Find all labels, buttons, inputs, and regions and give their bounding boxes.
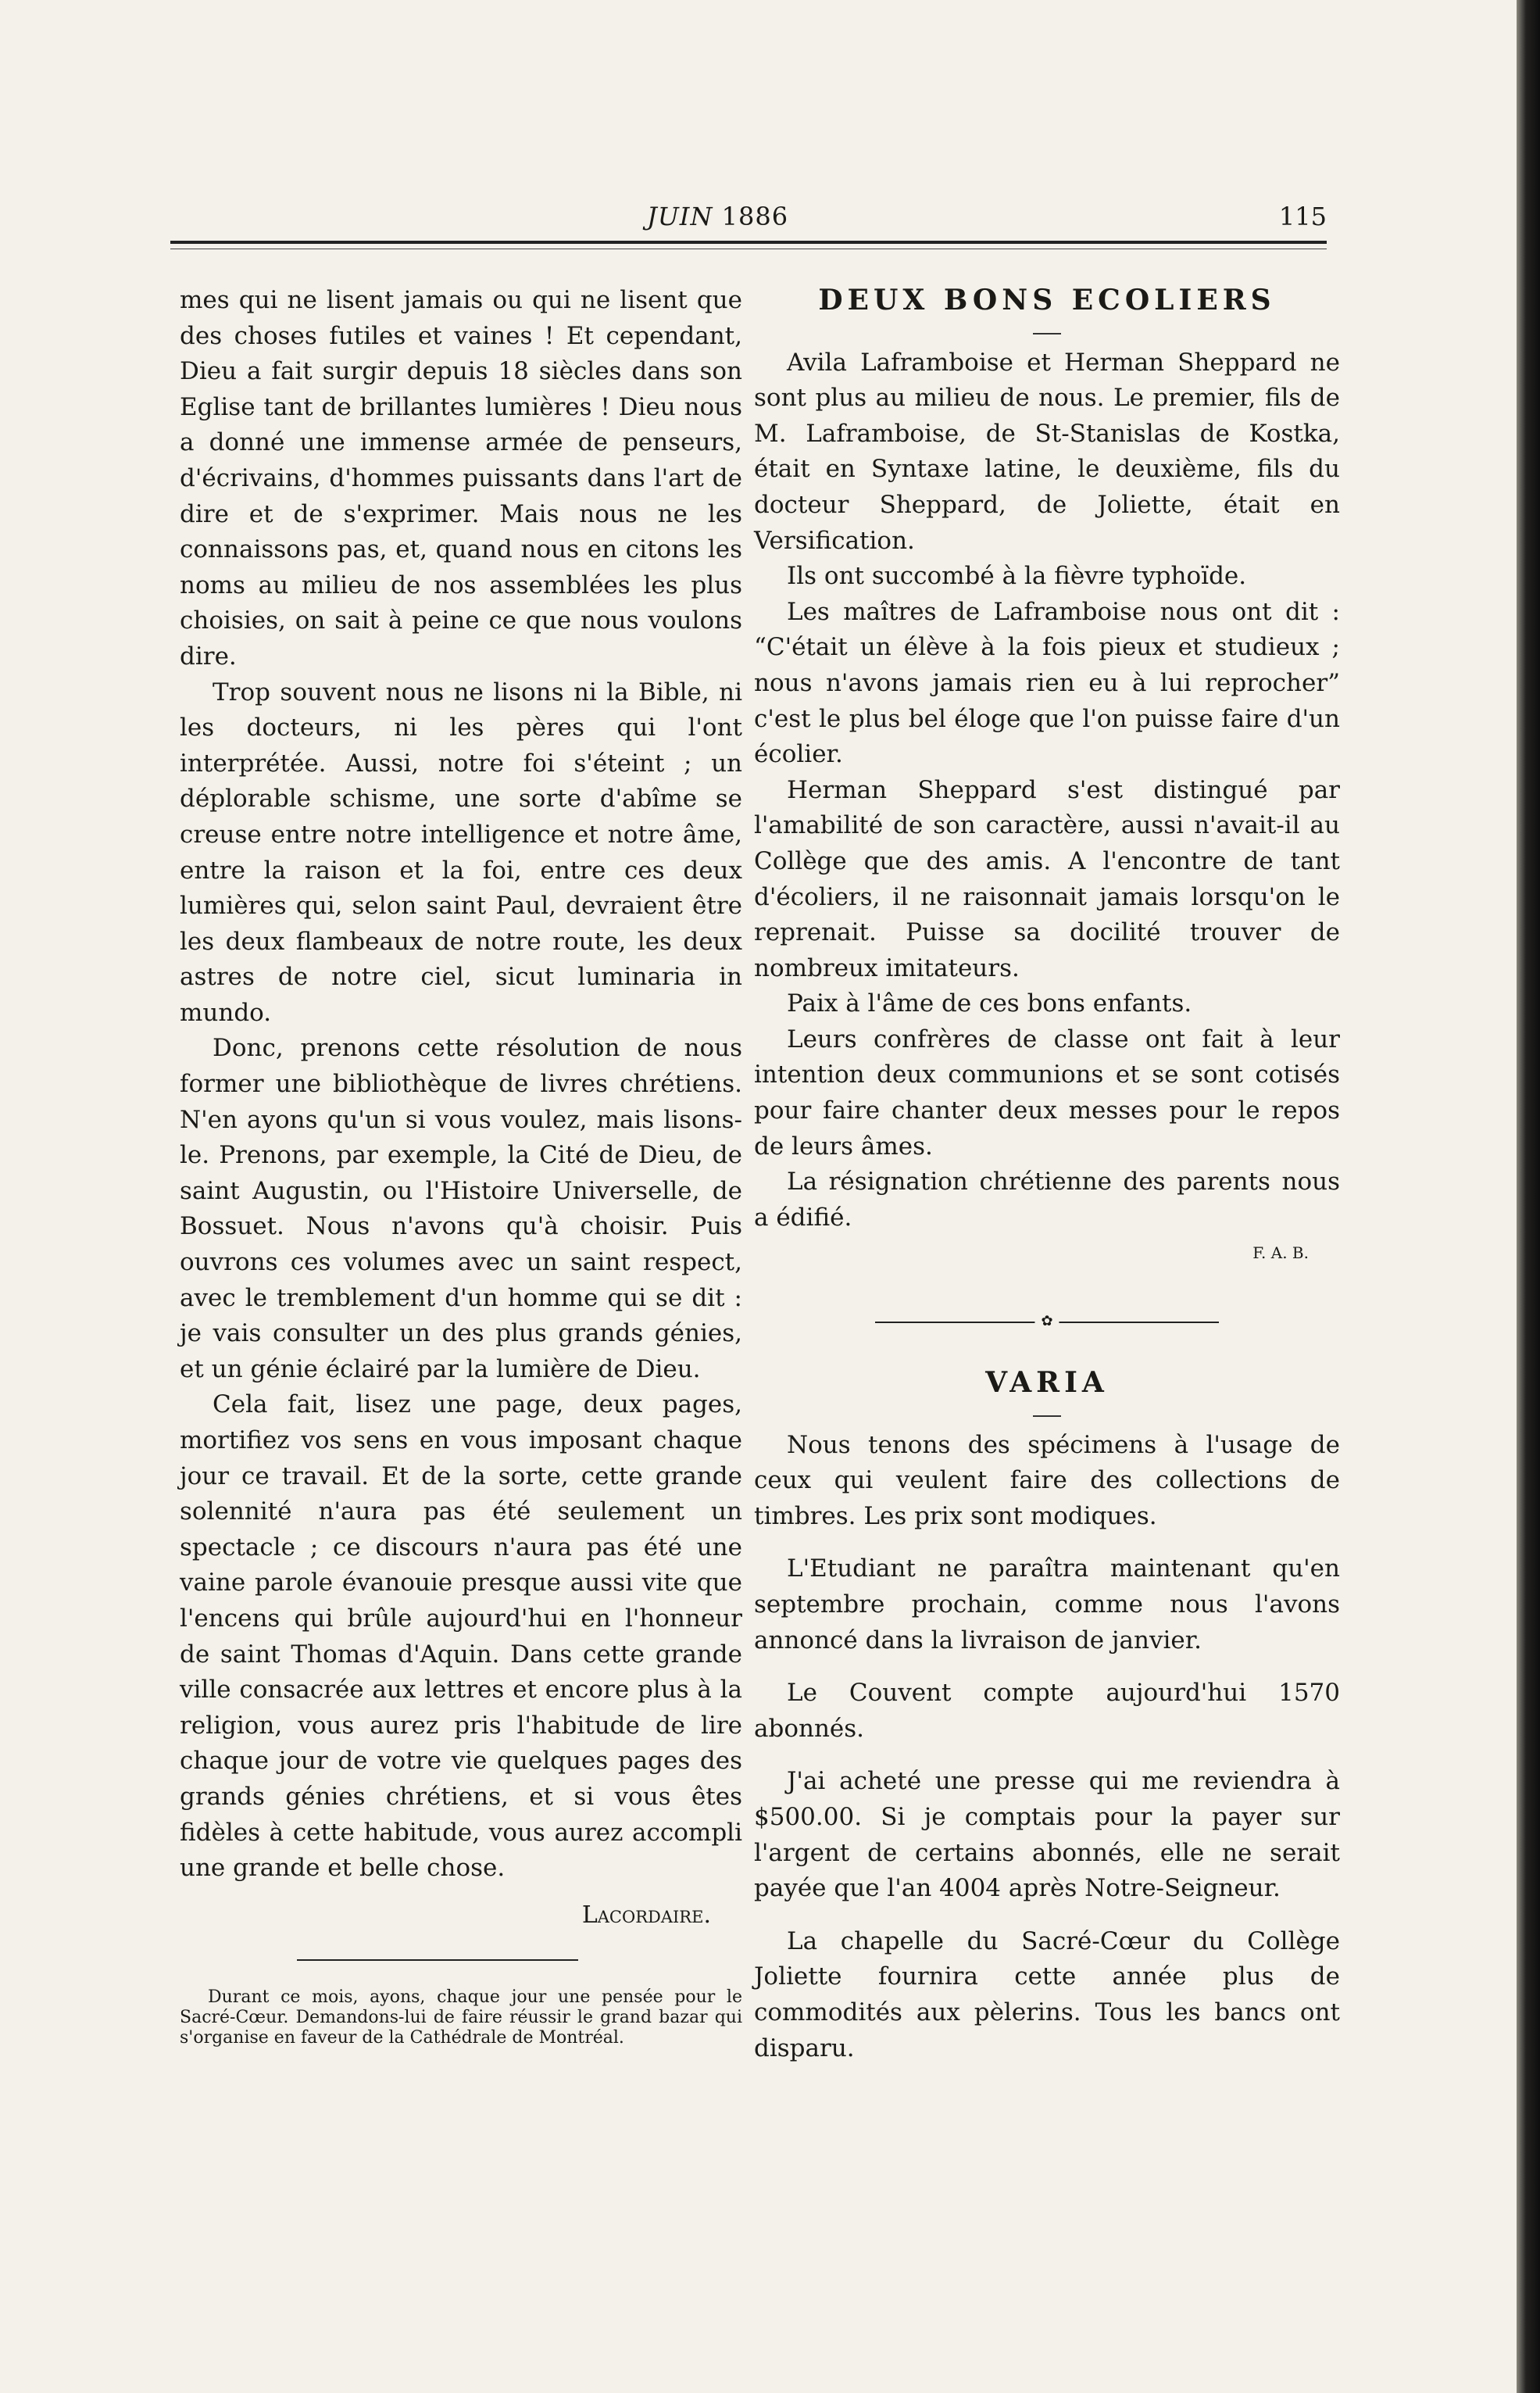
left-paragraph: mes qui ne lisent jamais ou qui ne lisent que des choses futiles et vaines ! Et cependant, Dieu a fait surgir depuis 18 siècles dans son Eglise tant de brillantes lumières ! Dieu nous a donné une immense armée de penseurs, d'écrivains, d'hommes puissants dans l'art de dire et de s'exprimer. Mais nous ne les connaissons pas, et, quand nous en citons les noms au milieu de nos assemblées les plus choisies, on sait à peine ce que nous voulons dire.	[180, 286, 742, 671]
article1-paragraph: La résignation chrétienne des parents nous a édifié.	[754, 1168, 1340, 1232]
header-date	[647, 202, 788, 231]
ornamental-divider	[875, 1313, 1219, 1330]
footnote-text: Durant ce mois, ayons, chaque jour une pensée pour le Sacré-Cœur. Demandons-lui de faire réussir le grand bazar qui s'organise en faveur de la Cathédrale de Montréal.	[180, 1987, 742, 2048]
article1-paragraph: Paix à l'âme de ces bons enfants.	[787, 989, 1192, 1018]
left-column	[180, 283, 742, 2048]
article1-paragraph: Avila Laframboise et Herman Sheppard ne sont plus au milieu de nous. Le premier, fils de M. Laframboise, de St-Stanislas de Kostka, était en Syntaxe latine, le deuxième, fils du docteur Sheppard, de Joliette, était en Versification.	[754, 348, 1340, 555]
page-header	[170, 202, 1327, 233]
title-dash	[1033, 1415, 1061, 1417]
left-paragraph: Trop souvent nous ne lisons ni la Bible, ni les docteurs, ni les pères qui l'ont interprétée. Aussi, notre foi s'éteint ; un déplorable schisme, une sorte d'abîme se creuse entre notre intelligence et notre âme, entre la raison et la foi, entre ces deux lumières qui, selon saint Paul, devraient être les deux flambeaux de notre route, les deux astres de notre ciel, sicut luminaria in mundo.	[180, 678, 742, 1027]
article-title-varia: VARIA	[985, 1366, 1109, 1400]
header-rule	[170, 241, 1327, 244]
left-signature: Lacordaire.	[581, 1901, 711, 1929]
page-spine-edge	[1517, 0, 1540, 2393]
article1-paragraph: Ils ont succombé à la fièvre typhoïde.	[787, 562, 1247, 591]
footnote	[180, 1987, 742, 2048]
varia-paragraph: Nous tenons des spécimens à l'usage de ceux qui veulent faire des collections de timbres. Les prix sont modiques.	[754, 1430, 1340, 1530]
article1-paragraph: Leurs confrères de classe ont fait à leur intention deux communions et se sont cotisés pour faire chanter deux messes pour le repos de leurs âmes.	[754, 1025, 1340, 1161]
varia-paragraph: La chapelle du Sacré-Cœur du Collège Joliette fournira cette année plus de commodités aux pèlerins. Tous les bancs ont disparu.	[754, 1926, 1340, 2062]
left-paragraph: Cela fait, lisez une page, deux pages, mortifiez vos sens en vous imposant chaque jour ce travail. Et de la sorte, cette grande solennité n'aura pas été seulement un spectacle ; ce discours n'aura pas été une vaine parole évanouie presque aussi vite que l'encens qui brûle aujourd'hui en l'honneur de saint Thomas d'Aquin. Dans cette grande ville consacrée aux lettres et encore plus à la religion, vous aurez pris l'habitude de lire chaque jour de votre vie quelques pages des grands génies chrétiens, et si vous êtes fidèles à cette habitude, vous aurez accompli une grande et belle chose.	[180, 1390, 742, 1883]
article1-paragraph: Herman Sheppard s'est distingué par l'amabilité de son caractère, aussi n'avait-il au Collège que des amis. A l'encontre de tant d'écoliers, il ne raisonnait jamais lorsqu'on le reprenait. Puisse sa docilité trouver de nombreux imitateurs.	[754, 775, 1340, 982]
footnote-divider	[297, 1959, 578, 1961]
varia-paragraph: Le Couvent compte aujourd'hui 1570 abonnés.	[754, 1679, 1340, 1743]
article1-signature: F. A. B.	[1252, 1243, 1309, 1263]
article-title-deux-bons-ecoliers: DEUX BONS ECOLIERS	[818, 284, 1276, 317]
right-column	[754, 283, 1340, 2066]
article1-paragraph: Les maîtres de Laframboise nous ont dit : “C'était un élève à la fois pieux et studieux ; nous n'avons jamais rien eu à lui reprocher” c'est le plus bel éloge que l'on puisse faire d'un écolier.	[754, 597, 1340, 769]
title-dash	[1033, 333, 1061, 334]
varia-paragraph: J'ai acheté une presse qui me reviendra à $500.00. Si je comptais pour la payer sur l'argent de certains abonnés, elle ne serait payée que l'an 4004 après Notre-Seigneur.	[754, 1767, 1340, 1903]
ornament-glyph-icon: ✿	[1034, 1315, 1059, 1328]
header-month: JUIN	[647, 202, 713, 231]
varia-paragraph: L'Etudiant ne paraîtra maintenant qu'en septembre prochain, comme nous l'avons annoncé dans la livraison de janvier.	[754, 1554, 1340, 1654]
left-paragraph: Donc, prenons cette résolution de nous former une bibliothèque de livres chrétiens. N'en ayons qu'un si vous voulez, mais lisons-le. Prenons, par exemple, la Cité de Dieu, de saint Augustin, ou l'Histoire Universelle, de Bossuet. Nous n'avons qu'à choisir. Puis ouvrons ces volumes avec un saint respect, avec le tremblement d'un homme qui se dit : je vais consulter un des plus grands génies, et un génie éclairé par la lumière de Dieu.	[180, 1034, 742, 1383]
page-number: 115	[1278, 202, 1327, 231]
header-year: 1886	[721, 202, 789, 231]
